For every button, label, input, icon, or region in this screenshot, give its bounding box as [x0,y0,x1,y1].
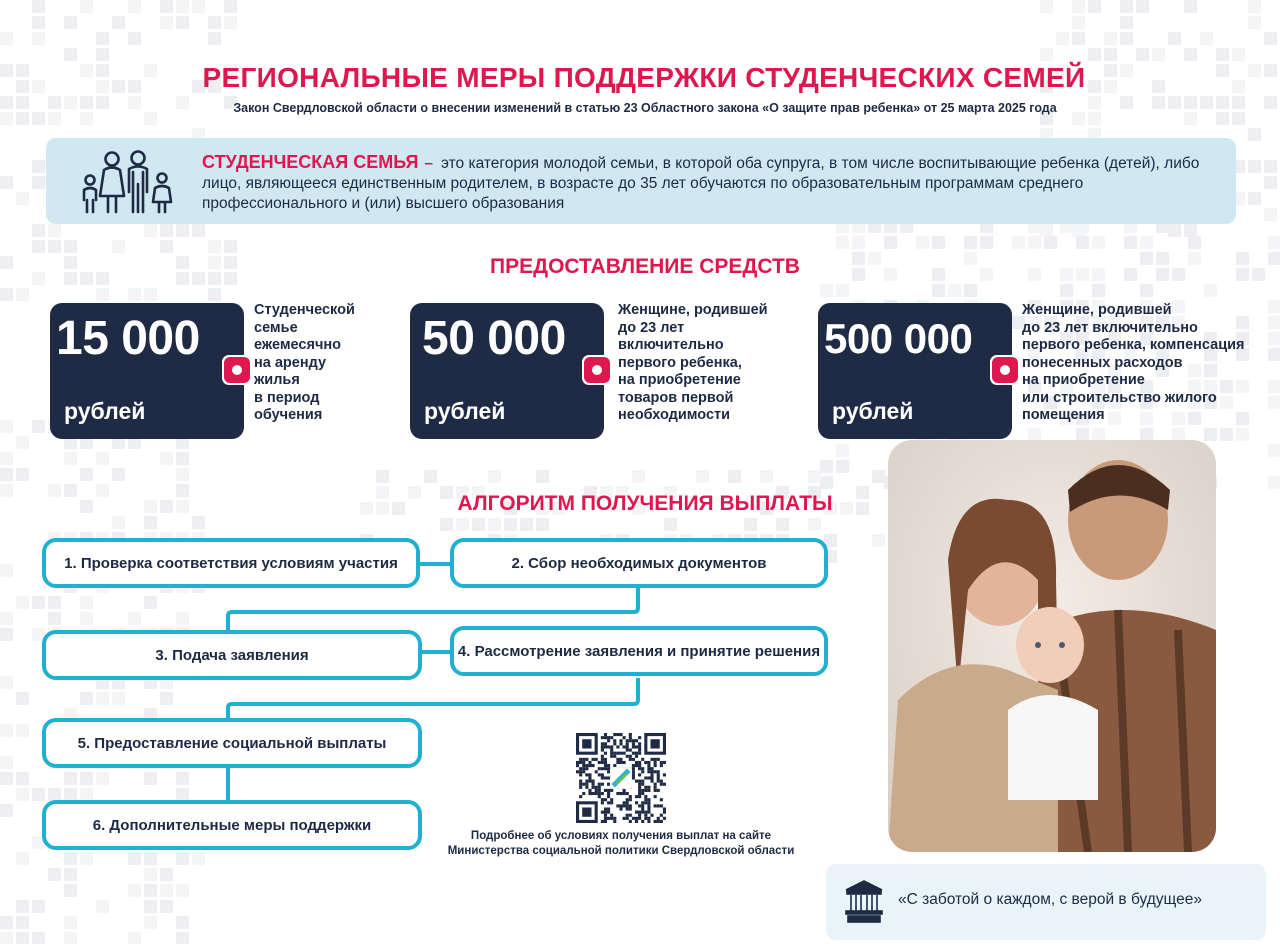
page-title: РЕГИОНАЛЬНЫЕ МЕРЫ ПОДДЕРЖКИ СТУДЕНЧЕСКИХ СЕМЕЙ [202,62,1086,93]
algorithm-step-3: 3. Подача заявления [42,630,422,680]
wallet-amount: 50 000 [422,312,566,365]
page-subtitle: Закон Свердловской области о внесении изменений в статью 23 Областного закона «О защите прав ребенка» от 25 марта 2025 года [233,101,1057,115]
funding-description-line: товаров первой [618,389,734,406]
funding-description-line: Женщине, родившей [618,302,768,318]
ministry-building-logo [844,878,884,924]
definition-body: это категория молодой семьи, в которой оба супруга, в том числе воспитывающие ребенка (детей), либо лицо, являющееся единственным родителем, в возрасте до 35 лет обучаются по образовательным программам среднего профессионального и (или) высшего образования [202,155,1200,212]
funding-description-line: включительно [618,337,724,353]
funding-description-line: до 23 лет включительно [1022,319,1198,336]
funding-description-line: жилья [254,372,300,388]
qr-caption-line: Министерства социальной политики Свердловской области [447,845,795,857]
slogan-text: «С заботой о каждом, с верой в будущее» [898,891,1202,908]
funding-description-line: семье [254,319,298,336]
algorithm-step-6: 6. Дополнительные меры поддержки [42,800,422,850]
algorithm-step-2: 2. Сбор необходимых документов [450,538,828,588]
qr-code-icon[interactable] [576,733,666,823]
funding-description-line: Студенческой [254,302,355,318]
funding-description-line: ежемесячно [254,337,341,353]
family-photo [888,440,1216,852]
funding-description-line: до 23 лет [618,319,685,336]
funding-description-line: на приобретение [618,372,741,388]
funding-description-line: в период [254,389,320,406]
qr-caption [436,829,806,859]
funding-description-line: Женщине, родившей [1022,302,1172,318]
qr-caption-line: Подробнее об условиях получения выплат на сайте [470,830,772,842]
funding-description-line: обучения [254,407,323,423]
funding-description-line: первого ребенка, [618,354,742,371]
funding-description-line: на приобретение [1022,372,1145,388]
wallet-amount: 500 000 [824,315,973,362]
definition-dash: – [424,155,434,172]
funding-description-line: помещения [1022,407,1105,423]
wallet-unit: рублей [424,398,506,424]
funding-description-line: или строительство жилого [1022,389,1217,406]
wallet-unit: рублей [64,398,146,424]
algorithm-step-4: 4. Рассмотрение заявления и принятие решения [450,626,828,676]
definition-term: СТУДЕНЧЕСКАЯ СЕМЬЯ [202,152,419,172]
slogan-box [826,864,1266,940]
algorithm-section-title: АЛГОРИТМ ПОЛУЧЕНИЯ ВЫПЛАТЫ [457,492,833,515]
funding-description-line: на аренду [254,354,327,371]
wallet-amount: 15 000 [56,312,200,365]
funding-section-title: ПРЕДОСТАВЛЕНИЕ СРЕДСТВ [490,255,800,278]
funding-description-line: необходимости [618,407,731,423]
wallet-unit: рублей [832,398,914,424]
funding-description-line: первого ребенка, компенсация [1022,337,1245,353]
algorithm-step-5: 5. Предоставление социальной выплаты [42,718,422,768]
algorithm-step-1: 1. Проверка соответствия условиям участия [42,538,420,588]
funding-description-line: понесенных расходов [1022,354,1183,371]
